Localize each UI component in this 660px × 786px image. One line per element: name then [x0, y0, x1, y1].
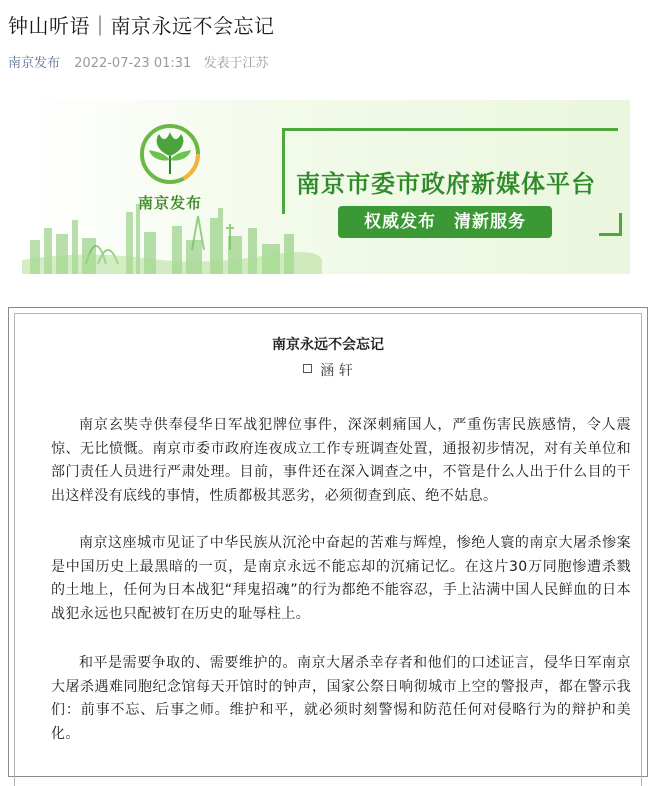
account-banner-image — [22, 100, 630, 274]
article-meta — [8, 52, 268, 71]
publish-location: 发表于江苏 — [203, 56, 269, 71]
banner-frame — [282, 128, 622, 236]
paragraph: 南京这座城市见证了中华民族从沉沦中奋起的苦难与辉煌，惨绝人寰的南京大屠杀惨案是中国历史上最黑暗的一页，是南京永远不能忘却的沉痛记忆。在这片30万同胞惨遭杀戮的土地上，任何为日本战犯“拜鬼招魂”的行为都绝不能容忍，手上沾满中国人民鲜血的日本战犯永远也只配被钉在历史的耻辱柱上。 — [51, 535, 631, 622]
paragraph: 和平是需要争取的、需要维护的。南京大屠杀幸存者和他们的口述证言，侵华日军南京大屠杀遇难同胞纪念馆每天开馆时的钟声，国家公祭日响彻城市上空的警报声，都在警示我们：前事不忘、后事之师。维护和平，就必须时刻警惕和防范任何对侵略行为的辩护和美化。 — [51, 655, 631, 742]
leaf-logo-icon — [135, 122, 205, 186]
article-inner-frame — [14, 313, 642, 786]
banner-title: 南京市委市政府新媒体平台 — [296, 170, 596, 198]
article-heading: 南京永远不会忘记 — [272, 337, 384, 353]
paragraph: 南京玄奘寺供奉侵华日军战犯牌位事件，深深刺痛国人，严重伤害民族感情，令人震惊、无比愤慨。南京市委市政府连夜成立工作专班调查处置，通报初步情况，对有关单位和部门责任人员进行严肃处理。目前，事件还在深入调查之中，不管是什么人出于什么目的干出这样没有底线的事情，性质都极其恶劣，必须彻查到底、绝不姑息。 — [51, 417, 631, 504]
author-name: 涵 轩 — [320, 363, 353, 379]
logo-text: 南京发布 — [137, 194, 202, 212]
article-title: 钟山听语｜南京永远不会忘记 — [8, 14, 275, 38]
author-bullet-icon — [303, 364, 312, 373]
nanjing-release-logo — [124, 122, 216, 213]
banner-slogan-badge: 权威发布 清新服务 — [338, 206, 552, 238]
publish-time: 2022-07-23 01:31 — [74, 56, 192, 71]
account-name-link[interactable]: 南京发布 — [8, 56, 61, 71]
article-author — [15, 360, 641, 380]
article-body-box — [8, 307, 648, 777]
